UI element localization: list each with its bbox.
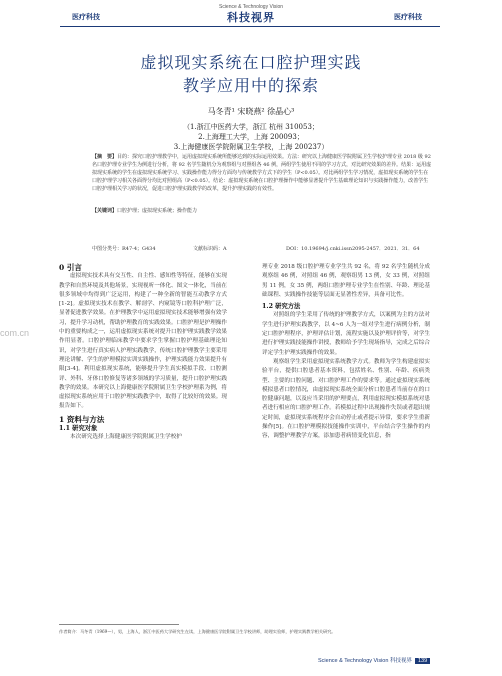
subsection-heading-methods: 1.2 研究方法 <box>262 303 301 311</box>
subjects-paragraph-start: 本次研究选择上海健康医学院附属卫生学校护 <box>70 434 182 441</box>
clc-number: 中图分类号：R47-4；G434 <box>92 246 156 252</box>
author-list: 马冬青¹ 宋晓燕² 徐晶心³ <box>207 107 295 116</box>
observation-group-paragraph: 观察组学生采用虚拟现实系统教学方式。教师为学生构建虚拟实验平台，提供口腔患者基本资料，包括姓名、性别、年龄、疾病类型、主要的口腔问题、对口腔护理工作的要求等。通过虚拟现实系统模拟患者口腔情况，由虚拟现实系统全面分析口腔患者当前存在的口腔健康问题，以及应当采用的护理要点，利用虚拟现实模拟系统对患者进行相应的口腔护理工作。若模拟过程中出现操作失误或者超出规定时间，虚拟现实系统程序会自动停止或者提示异常，要求学生重新操作[5]。在口腔护理模拟技能操作实训中，平台结合学生操作的内容，调整护理教学方案，添加患者病情变化信息，指 <box>262 358 430 440</box>
affiliation-3: 3.上海健康医学院附属卫生学校，上海 200237） <box>173 143 329 151</box>
abstract-label: 【摘 要】 <box>92 154 118 160</box>
control-group-paragraph: 对照组的学生采用了传统的护理教学方式，以案例为主的方法对学生进行护理实践教学，以 4~6 人为一组对学生进行病例分析，制定口腔护理程序，护理评估计划，流程实施以及护理评价等，对学生进行护理实践技能操作讲授，教师给予学生现场指导，完成之后综合评定学生护理实践操作的效果。 <box>262 312 430 356</box>
article-title-line2: 教学应用中的探索 <box>182 76 319 95</box>
subjects-paragraph-cont: 理专业 2018 级口腔护理专业学生共 92 名，将 92 名学生随机分成观察组 46 例，对照组 46 例，观察组男 13 例，女 33 例，对照组男 11 例，女 35 例，两组口腔护理专业学生在性别、年龄、理论基础课程、实践操作技能等层面无显著性差异，具备可比性。 <box>262 264 430 298</box>
section-heading-intro: 0 引言 <box>59 263 82 272</box>
author-footnote: 作者简介：马冬青（1969—），男，上海人，浙江中医药大学研究生在读，上海健康医学院附属卫生学校讲师，助理实验师，护理实践教学相关研究。 <box>59 629 336 634</box>
document-code: 文献标识码：A <box>193 246 227 252</box>
abstract-text: 目的：探究口腔护理教学中，运用虚拟现实系统所能够达到的实际运用效果。方法：研究以上海健康医学院附属卫生学校护理专业 2018 级 92 名口腔护理专业学生为例进行分析，将 92 名学生随机分为观察组与对照组各 46 例，两组学生使用不同的学习方式，对比研究效果的差异。结果：运用虚拟现实系统的学生在虚拟现实系统学习、实践操作能力得分方面均与传统教学方式下的学生（P<0.05）。对比两组学生学习情况，虚拟现实系统的学生在口腔护理学习相关各面得分均比对照组高（P<0.05）。结论：虚拟现实系统在口腔护理操作中能够显著提升学生基础理论知识与实践操作能力，改善学生口腔护理相关学习的状况，促进口腔护理实践教学的改革，提升护理实践的有效性。 <box>92 154 432 193</box>
section-heading-methods: 1 资料与方法 <box>59 414 105 424</box>
keywords-label: 【关键词】 <box>92 208 118 214</box>
article-title-line1: 虚拟现实系统在口腔护理实践 <box>140 53 362 72</box>
keywords <box>92 207 432 214</box>
footer-journal: Science & Technology Vision 科技视界 <box>318 658 412 664</box>
doi: DOI：10.19694/j.cnki.issn2095-2457．2021．31．64 <box>286 246 420 252</box>
subsection-heading-subjects: 1.1 研究对象 <box>59 425 98 433</box>
page-number: 139 <box>415 658 430 664</box>
journal-name-header: Science & Technology Vision <box>218 4 284 10</box>
section-label-left: 医疗科技 <box>72 12 100 21</box>
watermark-text: com.cn <box>0 328 30 338</box>
keywords-text: 口腔护理；虚拟现实系统；操作能力 <box>117 208 198 214</box>
header-rule <box>60 26 440 27</box>
body-column-right <box>262 263 430 442</box>
affiliation-2: 2.上海理工大学，上海 200093； <box>198 133 304 141</box>
footnote-rule <box>59 624 179 625</box>
column-title: 科技视界 <box>227 11 275 24</box>
intro-paragraph: 虚拟现实技术具有交互性、自主性、感知性等特征，能够在实现教学和自然环境及其他场景，实现视听一体化、图文一体化，当前在很多领域中均得到广泛运用，构建了一种全新的智能互动教学方式[1-2]。虚拟现实技术在教学、解剖学、内窥镜等口腔科护理广泛，显著促进教学效果。在护理教学中运用虚拟现实技术能够增强有效学习，提升学习动机，帮助护理教育的实践效果。口腔护理是护理操作中的重要构成之一，运用虚拟现实系统对提升口腔护理实践教学效果作用显著。口腔护理临床教学中要求学生掌握口腔护理基础理论知识，对学生进行真实病人护理实践教学，传统口腔护理教学主要采用理论讲解、学生的护理模拟实训实践操作，护理实践能力效果提升有限[3-4]。利用虚拟现实系统，能够提升学生真实模拟手段、口腔测评、外科、牙体口腔修复等诸多领域的学习质量，提升口腔护理实践教学的效果。本研究以上海健康医学院附属卫生学校护理系为例，将虚拟现实系统应用于口腔护理实践教学中，取得了比较好的效果。现报告如下。 <box>59 273 227 410</box>
page-footer <box>318 656 430 664</box>
body-column-left <box>59 263 227 443</box>
abstract <box>92 153 432 193</box>
affiliation-1: （1.浙江中医药大学，浙江 杭州 310053； <box>183 123 319 131</box>
section-label-right: 医疗科技 <box>394 12 422 21</box>
